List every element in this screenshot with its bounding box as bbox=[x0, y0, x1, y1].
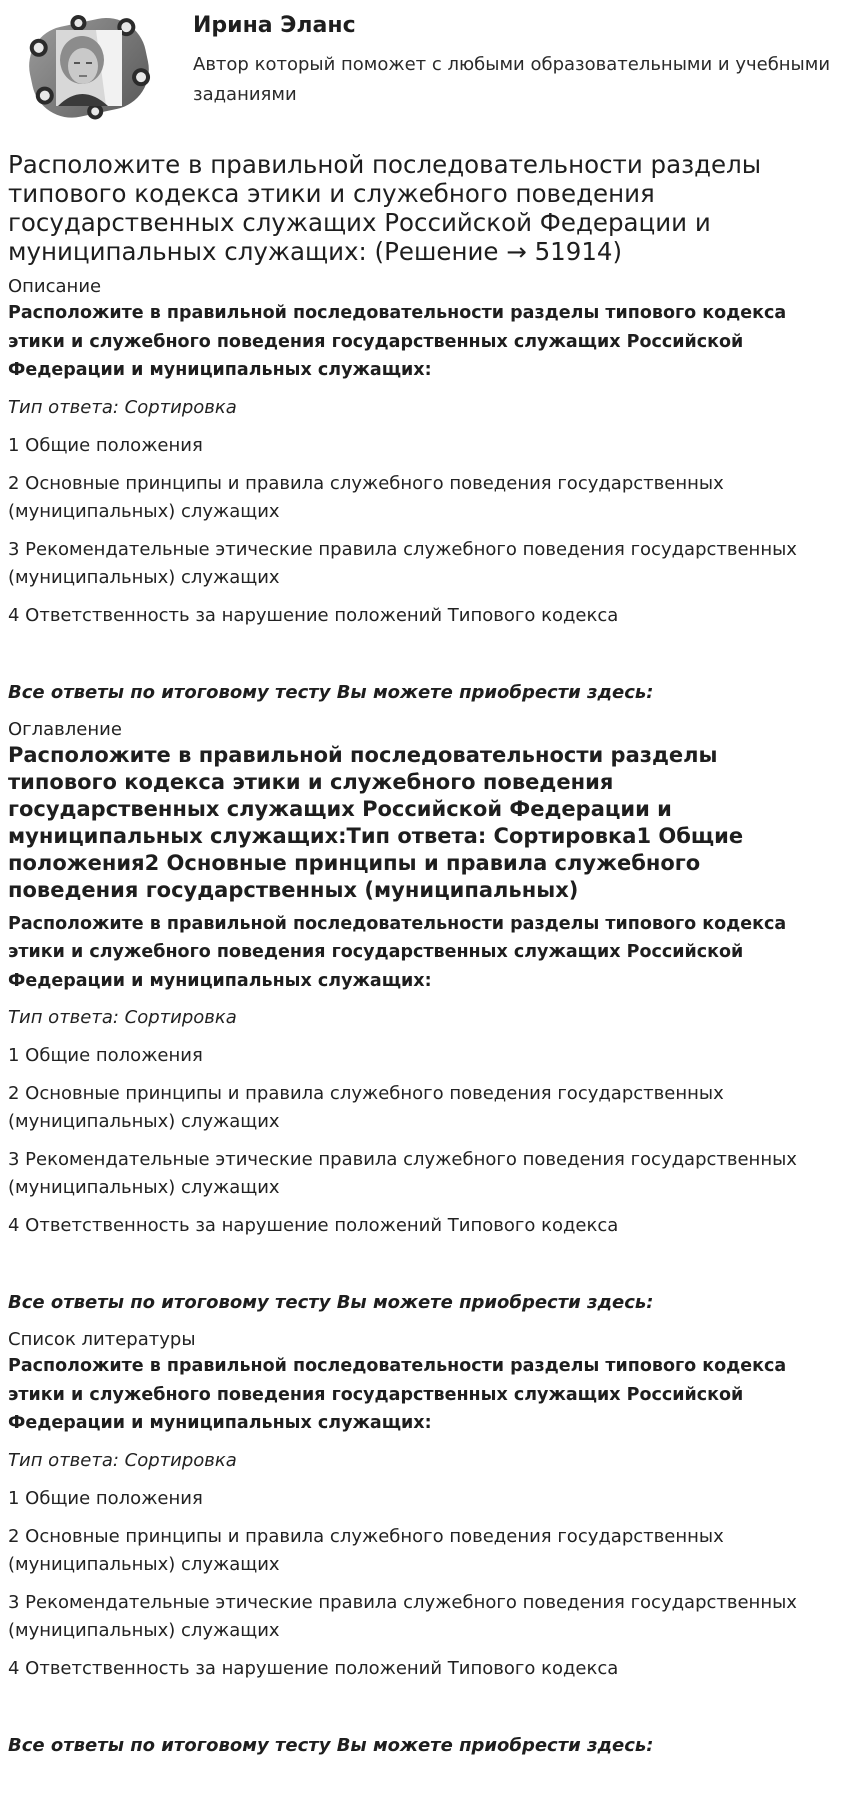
author-name[interactable]: Ирина Эланс bbox=[193, 13, 356, 38]
section-label-toc: Оглавление bbox=[8, 718, 122, 740]
author-description: Автор который поможет с любыми образовательными и учебными заданиями bbox=[193, 54, 831, 105]
buy-answers-text: Все ответы по итоговому тесту Вы можете приобрести здесь: bbox=[8, 1292, 654, 1313]
list-item: 2 Основные принципы и правила служебного поведения государственных (муниципальных) служащих bbox=[8, 1083, 724, 1132]
list-item: 3 Рекомендательные этические правила служебного поведения государственных (муниципальных) служащих bbox=[8, 1149, 797, 1198]
question-text: Расположите в правильной последовательности разделы типового кодекса этики и служебного поведения государственных служащих Российской Федерации и муниципальных служащих: bbox=[8, 303, 787, 380]
list-item: 1 Общие положения bbox=[8, 434, 203, 456]
film-reel-avatar-icon bbox=[16, 8, 160, 128]
question-text: Расположите в правильной последовательности разделы типового кодекса этики и служебного поведения государственных служащих Российской Федерации и муниципальных служащих: bbox=[8, 1356, 787, 1433]
list-item: 3 Рекомендательные этические правила служебного поведения государственных (муниципальных) служащих bbox=[8, 538, 797, 588]
literature-section bbox=[8, 1327, 839, 1760]
section-label-literature: Список литературы bbox=[8, 1329, 196, 1350]
avatar bbox=[16, 8, 160, 128]
list-item: 2 Основные принципы и правила служебного поведения государственных (муниципальных) служащих bbox=[8, 472, 724, 522]
list-item: 4 Ответственность за нарушение положений Типового кодекса bbox=[8, 604, 619, 626]
toc-heading[interactable]: Расположите в правильной последовательности разделы типового кодекса этики и служебного поведения государственных служащих Российской Федерации и муниципальных служащих:Тип ответа: Сортировка1 Общие положения2 Основные принципы и правила служебного поведения государственных (муниципальных) bbox=[8, 742, 744, 902]
list-item: 4 Ответственность за нарушение положений Типового кодекса bbox=[8, 1657, 619, 1679]
description-section bbox=[8, 274, 839, 707]
list-item: 3 Рекомендательные этические правила служебного поведения государственных (муниципальных) служащих bbox=[8, 1591, 797, 1641]
list-item: 4 Ответственность за нарушение положений Типового кодекса bbox=[8, 1215, 619, 1236]
question-text: Расположите в правильной последовательности разделы типового кодекса этики и служебного поведения государственных служащих Российской Федерации и муниципальных служащих: bbox=[8, 913, 787, 991]
buy-answers-text: Все ответы по итоговому тесту Вы можете приобрести здесь: bbox=[8, 681, 654, 703]
answer-type: Тип ответа: Сортировка bbox=[8, 1007, 237, 1028]
list-item: 2 Основные принципы и правила служебного поведения государственных (муниципальных) служащих bbox=[8, 1525, 724, 1575]
answer-type: Тип ответа: Сортировка bbox=[8, 1449, 237, 1471]
toc-section bbox=[8, 717, 839, 1318]
page-title: Расположите в правильной последовательности разделы типового кодекса этики и служебного поведения государственных служащих Российской Федерации и муниципальных служащих: (Решение → 51914) bbox=[8, 150, 762, 266]
list-item: 1 Общие положения bbox=[8, 1045, 203, 1066]
author-header bbox=[8, 0, 839, 138]
list-item: 1 Общие положения bbox=[8, 1487, 203, 1509]
answer-type: Тип ответа: Сортировка bbox=[8, 396, 237, 418]
section-label-description: Описание bbox=[8, 276, 102, 297]
buy-answers-text: Все ответы по итоговому тесту Вы можете приобрести здесь: bbox=[8, 1734, 654, 1756]
